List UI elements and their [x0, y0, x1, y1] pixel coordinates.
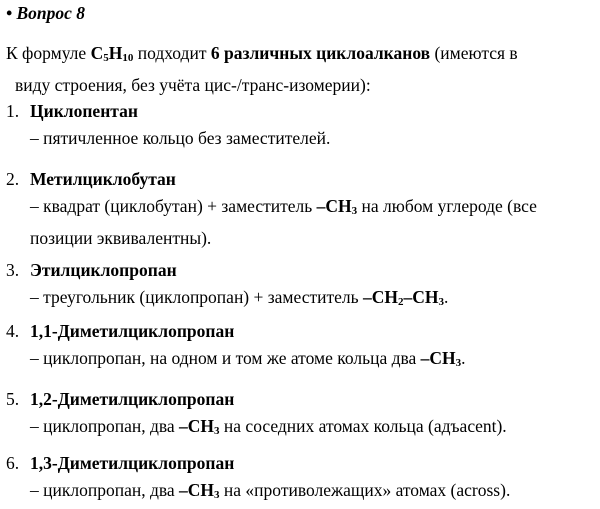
item-desc-pre: – квадрат (циклобутан) + заместитель	[30, 196, 317, 216]
list-item	[6, 450, 596, 509]
item-description	[30, 284, 596, 316]
list-item	[6, 386, 596, 445]
group-ch3: –CH	[403, 287, 439, 307]
list-item	[6, 257, 596, 316]
question-heading: • Вопрос 8	[6, 3, 86, 23]
group-ch-subscript: 3	[214, 425, 220, 437]
group-ch-subscript: 3	[351, 205, 358, 217]
item-description-continued: позиции эквивалентны).	[30, 228, 212, 248]
item-description	[30, 413, 596, 445]
item-number: 2.	[6, 169, 20, 189]
formula-carbon-subscript: 5	[103, 52, 109, 64]
item-title: Этилциклопропан	[30, 260, 177, 280]
item-desc-post: на любом углероде (все	[357, 196, 537, 216]
item-desc-pre: – треугольник (циклопропан) + заместитель	[30, 287, 363, 307]
formula-hydrogen-subscript: 10	[122, 52, 134, 64]
item-description	[30, 193, 596, 225]
intro-text-pre: К формуле	[6, 43, 91, 63]
group-ch: –CH	[420, 348, 456, 368]
item-description: – пятичленное кольцо без заместителей.	[30, 128, 331, 148]
item-number: 1.	[6, 101, 20, 121]
group-ch2-subscript: 2	[398, 296, 404, 308]
intro-count-bold: 6 различных циклоалканов	[210, 43, 431, 63]
group-ch3-subscript: 3	[438, 296, 444, 308]
item-title: Метилциклобутан	[30, 169, 176, 189]
intro-text-post: (имеются в	[430, 43, 518, 63]
formula-hydrogen: H	[108, 43, 123, 63]
list-item	[6, 318, 596, 377]
group-ch: –CH	[179, 480, 215, 500]
list-item	[6, 98, 596, 152]
item-desc-post: на соседних атомах кольца (адъacent).	[219, 416, 507, 436]
group-ch: –CH	[316, 196, 352, 216]
item-number: 5.	[6, 389, 20, 409]
group-ch-subscript: 3	[214, 489, 220, 501]
item-number: 6.	[6, 453, 20, 473]
item-desc-post: .	[444, 287, 449, 307]
group-ch: –CH	[179, 416, 215, 436]
intro-text-line2: виду строения, без учёта цис-/транс-изомерии):	[15, 75, 371, 95]
item-desc-post: на «противолежащих» атомах (across).	[219, 480, 511, 500]
item-title: 1,3-Диметилциклопропан	[30, 453, 235, 473]
item-description	[30, 345, 596, 377]
item-desc-pre: – циклопропан, два	[30, 416, 180, 436]
item-title: Циклопентан	[30, 101, 138, 121]
item-description	[30, 477, 596, 509]
item-title: 1,1-Диметилциклопропан	[30, 321, 235, 341]
group-ch-subscript: 3	[455, 357, 462, 369]
item-desc-pre: – циклопропан, два	[30, 480, 180, 500]
intro-text-mid: подходит	[133, 43, 211, 63]
item-desc-pre: – циклопропан, на одном и том же атоме кольца два	[30, 348, 421, 368]
item-number: 4.	[6, 321, 20, 341]
intro-paragraph	[6, 40, 596, 99]
list-item	[6, 166, 596, 252]
item-title: 1,2-Диметилциклопропан	[30, 389, 235, 409]
formula-carbon: C	[90, 43, 104, 63]
group-ch2: –CH	[363, 287, 398, 307]
item-desc-post: .	[461, 348, 466, 368]
item-number: 3.	[6, 260, 20, 280]
